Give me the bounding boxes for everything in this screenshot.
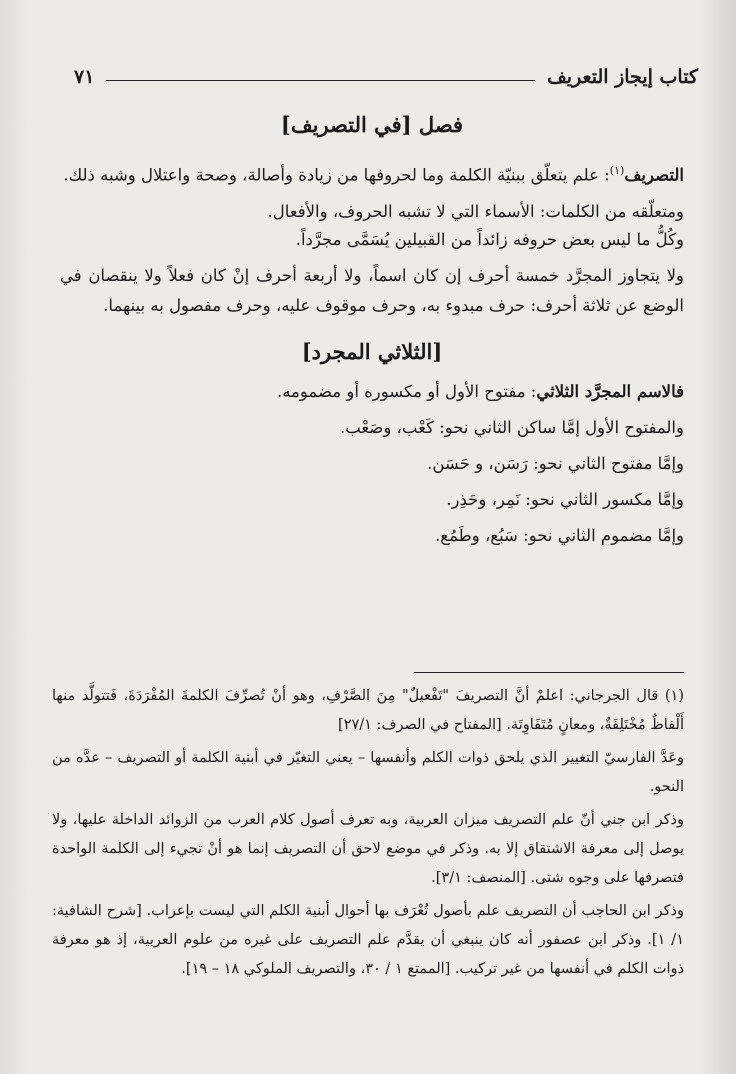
footnote-marker: (١) [609, 164, 625, 177]
paragraph-text: ولا يتجاوز المجرَّد خمسة أحرف إن كان اسماً، ولا أربعة أحرف إنْ كان فعلاً ولا ينقصان في الوضع عن ثلاثة أحرف: حرف مبدوء به، وحرف موقوف عليه، وحرف مفصول به بينهما. [60, 265, 684, 315]
paragraph [60, 197, 684, 227]
paragraph-text: وكُلُّ ما ليس بعض حروفه زائداً من القبيلين يُسَمَّى مجرَّداً. [295, 229, 684, 249]
footnote: وعَدَّ الفارسيّ التغيير الذي يلحق ذوات الكلم وأنفسها – يعني التغيّر في أبنية الكلمة أو التصريف – عدَّه من النحو. [52, 750, 684, 795]
running-title: كتاب إيجاز التعريف [547, 66, 698, 88]
term-lead: التصريف [624, 165, 684, 185]
paragraph-text: ومتعلّقه من الكلمات: الأسماء التي لا تشبه الحروف، والأفعال. [267, 201, 684, 221]
subsection-heading: [الثلاثي المجرد] [301, 338, 443, 364]
paragraph [60, 449, 684, 479]
term-lead: فالاسم المجرَّد الثلاثي [536, 381, 684, 401]
main-text [60, 108, 684, 557]
paragraph-text: والمفتوح الأول إمَّا ساكن الثاني نحو: كَعْب، وصَعْب. [339, 417, 684, 437]
paragraph-text: وإمَّا مضموم الثاني نحو: سَبُع، وطَمُع. [435, 525, 684, 545]
page-number: ٧١ [74, 66, 95, 88]
footnote: وذكر ابن جني أنّ علم التصريف ميزان العربية، وبه تعرف أصول كلام العرب من الزوائد الداخلة عليها، ولا يوصل إلى معرفة الاشتقاق إلا به. وذكر في موضع لاحق أن التصريف إنما هو أنْ تجيء إلى الكلمة الواحدة فتصرفها على وجوه شتى. [المنصف: ٣/١]. [52, 812, 684, 886]
paragraph [60, 485, 684, 515]
running-header [70, 62, 698, 92]
footnote: وذكر ابن الحاجب أن التصريف علم بأصول تُعْرَف بها أحوال أبنية الكلم التي ليست بإعراب. [شرح الشافية: ١/ ١]. وذكر ابن عصفور أنه كان ينبغي أن يقدَّم علم التصريف على غيره من علوم العربية، إذ هو معرفة ذوات الكلم في أنفسها من غير تركيب. [الممتع ١ / ٣٠، والتصريف الملوكي ١٨ – ١٩]. [52, 903, 684, 977]
footnote-separator [414, 672, 684, 673]
header-rule [106, 80, 535, 81]
paragraph [60, 261, 684, 321]
paragraph [60, 225, 684, 255]
footnote: (١) قال الجرجاني: اعلمْ أنَّ التصريفَ "تَفْعيلٌ" مِنَ الصَّرْفِ، وهو أنْ تُصرِّفَ الكلمةَ المُفْرَدَةَ، فَتتولَّد منها أَلْفاظٌ مُخْتَلِفَةٌ، ومعانٍ مُتَفَاوِتَة. [المفتاح في الصرف: ٢٧/١] [52, 688, 684, 733]
paragraph [60, 156, 684, 191]
paragraph-text: وإمَّا مفتوح الثاني نحو: رَسَن، و حَسَن. [427, 453, 684, 473]
paragraph-text: : علم يتعلّق ببنيّة الكلمة وما لحروفها من زيادة وأصالة، وصحة واعتلال وشبه ذلك. [63, 165, 610, 185]
paragraph [60, 413, 684, 443]
paragraph [60, 521, 684, 551]
paragraph-text: : مفتوح الأول أو مكسوره أو مضمومه. [276, 381, 537, 401]
paragraph [60, 377, 684, 407]
footnotes [52, 682, 684, 988]
section-heading: فصل [في التصريف] [280, 112, 464, 137]
paragraph-text: وإمَّا مكسور الثاني نحو: نَمِر، وحَذِر. [446, 489, 684, 509]
